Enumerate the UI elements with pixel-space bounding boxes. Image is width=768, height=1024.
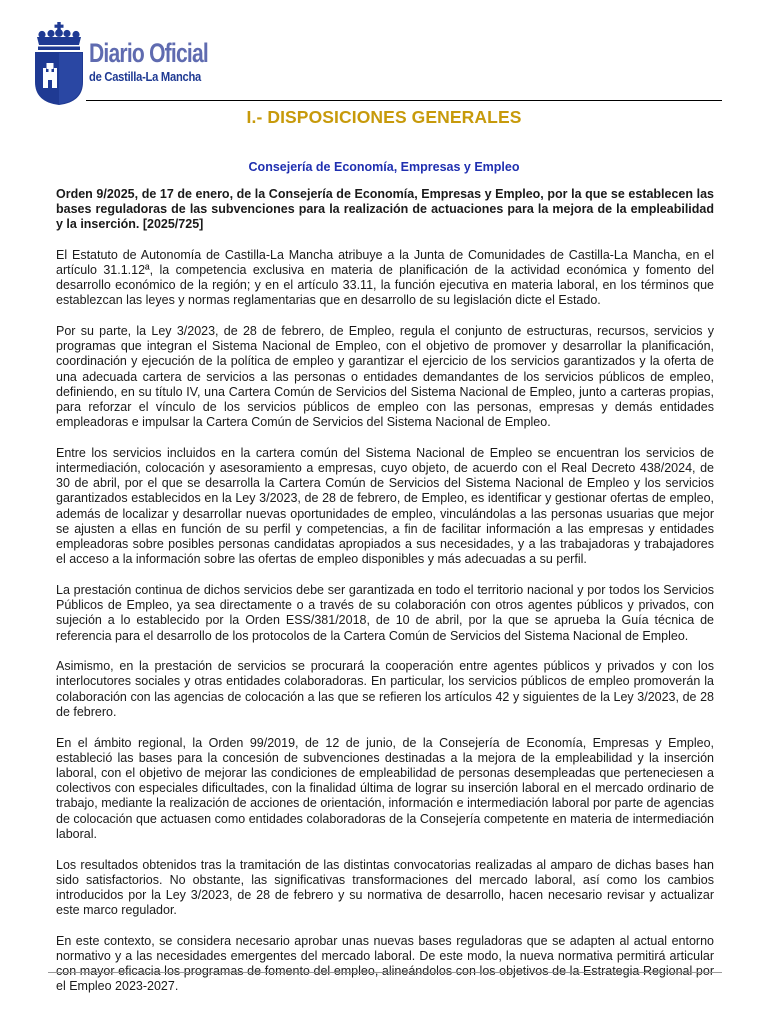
footer-divider (48, 972, 722, 973)
paragraph: En este contexto, se considera necesario aprobar unas nuevas bases reguladoras que se adapten al actual entorno normativo y a las necesidades emergentes del mercado laboral. De este modo, la nueva normativa permitirá articular con mayor eficacia los programas de fomento del empleo, alineándolos con los objetivos de la Estrategia Regional por el Empleo 2023-2027. (56, 933, 714, 994)
castilla-la-mancha-crest-icon (33, 22, 85, 106)
logo-subtitle: de Castilla-La Mancha (89, 69, 202, 84)
paragraph: Asimismo, en la prestación de servicios se procurará la cooperación entre agentes públicos y privados y con los interlocutores sociales y otras entidades colaboradoras. En particular, los servicios públicos de empleo promoverán la colaboración con las agencias de colocación a las que se refieren los artículos 42 y siguientes de la Ley 3/2023, de 28 de febrero. (56, 659, 714, 719)
logo-title: Diario Oficial (89, 38, 208, 68)
paragraph: En el ámbito regional, la Orden 99/2019, de 12 de junio, de la Consejería de Economía, Empresas y Empleo, estableció las bases para la concesión de subvenciones destinadas a la mejora de la empleabilidad y la inserción laboral, con el objetivo de mejorar las condiciones de empleabilidad de personas desempleadas que perteneciesen a colectivos con especiales dificultades, con la finalidad última de lograr su inserción laboral en el mercado ordinario de trabajo, mediante la realización de acciones de orientación, información e intermediación laboral por parte de agencias de colocación que actuasen como entidades colaboradoras de la Consejería competente en materia de intermediación laboral. (56, 735, 714, 841)
paragraph: El Estatuto de Autonomía de Castilla-La Mancha atribuye a la Junta de Comunidades de Castilla-La Mancha, en el artículo 31.1.12ª, la competencia exclusiva en materia de planificación de la actividad económica y fomento del desarrollo económico de la región; y en el artículo 33.11, la función ejecutiva en materia laboral, en los términos que establezcan las leyes y normas reglamentarias que en desarrollo de su legislación dicte el Estado. (56, 247, 714, 308)
section-title: I.- DISPOSICIONES GENERALES (246, 107, 522, 127)
header-divider (86, 100, 722, 101)
paragraph: Entre los servicios incluidos en la cartera común del Sistema Nacional de Empleo se encuentran los servicios de intermediación, colocación y asesoramiento a empresas, cuyo objeto, de acuerdo con el Real Decreto 438/2024, de 30 de abril, por el que se desarrolla la Cartera Común de Servicios del Sistema Nacional de Empleo y los servicios garantizados establecidos en la Ley 3/2023, de 28 de febrero, de Empleo, es identificar y gestionar ofertas de empleo, además de localizar y desarrollar nuevas oportunidades de empleo, vinculándolas a las personas usuarias que mejor se ajusten a ellas en función de su perfil y competencias, a fin de facilitar información a las empresas y entidades empleadoras sobre posibles personas candidatas apropiados a sus necesidades, y a las trabajadoras y trabajadores el acceso a la información sobre las ofertas de empleo disponibles y más adecuadas a su perfil. (56, 445, 714, 567)
paragraph: Por su parte, la Ley 3/2023, de 28 de febrero, de Empleo, regula el conjunto de estructuras, recursos, servicios y programas que integran el Sistema Nacional de Empleo, con el objetivo de promover y desarrollar la planificación, coordinación y ejecución de la política de empleo y garantizar el ejercicio de los servicios garantizados y la oferta de una adecuada cartera de servicios a las personas o entidades demandantes de los servicios públicos de empleo, definiendo, en su título IV, una Cartera Común de Servicios del Sistema Nacional de Empleo, junto a carteras propias, para reforzar el vínculo de los servicios públicos de empleo con las personas, empresas y demás entidades empleadoras e impulsar la Cartera Común de Servicios del Sistema Nacional de Empleo. (56, 323, 714, 430)
paragraph: Los resultados obtenidos tras la tramitación de las distintas convocatorias realizadas al amparo de dichas bases han sido satisfactorios. No obstante, las significativas transformaciones del mercado laboral, así como los cambios introducidos por la Ley 3/2023, de 28 de febrero y su normativa de desarrollo, hacen necesario revisar y actualizar este marco regulador. (56, 857, 714, 918)
paragraph: La prestación continua de dichos servicios debe ser garantizada en todo el territorio nacional y por todos los Servicios Públicos de Empleo, ya sea directamente o a través de su colaboración con otros agentes públicos y privados, con sujeción a lo establecido por la Orden ESS/381/2018, de 10 de abril, por la que se aprueba la Guía técnica de referencia para el desarrollo de los protocolos de la Cartera Común de Servicios del Sistema Nacional de Empleo. (56, 582, 714, 643)
department-heading: Consejería de Economía, Empresas y Empleo (248, 160, 520, 174)
order-title: Orden 9/2025, de 17 de enero, de la Consejería de Economía, Empresas y Empleo, por la que se establecen las bases reguladoras de las subvenciones para la realización de actuaciones para la mejora de la empleabilidad y la inserción. [2025/725] (56, 187, 714, 232)
diario-oficial-logo (33, 22, 208, 108)
document-body (56, 187, 714, 1010)
